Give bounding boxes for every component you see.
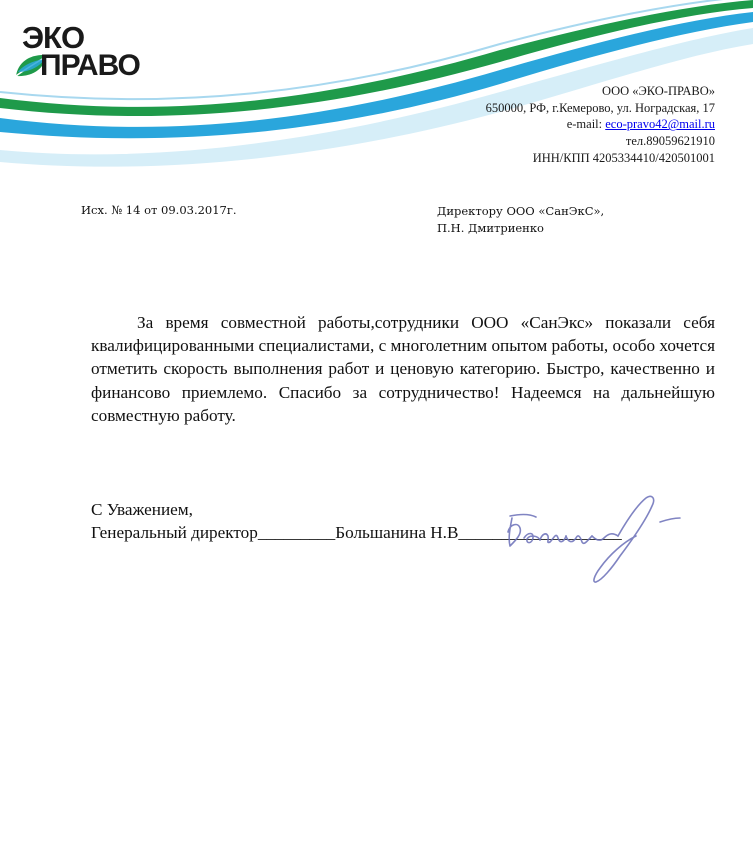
company-inn-kpp: ИНН/КПП 4205334410/420501001 — [532, 150, 715, 165]
logo-text-eko: ЭКО — [22, 20, 85, 55]
outgoing-reference: Исх. № 14 от 09.03.2017г. — [81, 203, 237, 217]
company-name: ООО «ЭКО-ПРАВО» — [602, 84, 715, 98]
company-email-line — [486, 116, 715, 133]
company-address: 650000, РФ, г.Кемерово, ул. Ноградская, 17 — [485, 100, 715, 115]
handwritten-signature — [500, 484, 700, 588]
logo-text-pravo: ПРАВО — [40, 49, 140, 82]
closing-signature-line: Генеральный директор_________Большанина Н.В___________________ — [91, 523, 622, 542]
company-details — [486, 83, 715, 167]
company-logo — [14, 22, 184, 88]
email-label: e-mail: — [566, 117, 606, 132]
email-link[interactable]: eco-pravo42@mail.ru — [605, 117, 715, 132]
addressee-name: П.Н. Дмитриенко — [437, 221, 544, 235]
company-phone: тел.89059621910 — [625, 134, 715, 149]
letter-body: За время совместной работы,сотрудники ООО «СанЭкс» показали себя квалифицированными специалистами, с многолетним опытом работы, особо хочется отметить скорость выполнения работ и ценовую категорию. Быстро, качественно и финансово приемлемо. Спасибо за сотрудничество! Надеемся на дальнейшую совместную работу. — [91, 313, 716, 425]
addressee — [437, 203, 604, 237]
closing-regards: С Уважением, — [91, 500, 193, 519]
addressee-title: Директору ООО «СанЭкС», — [437, 204, 605, 218]
